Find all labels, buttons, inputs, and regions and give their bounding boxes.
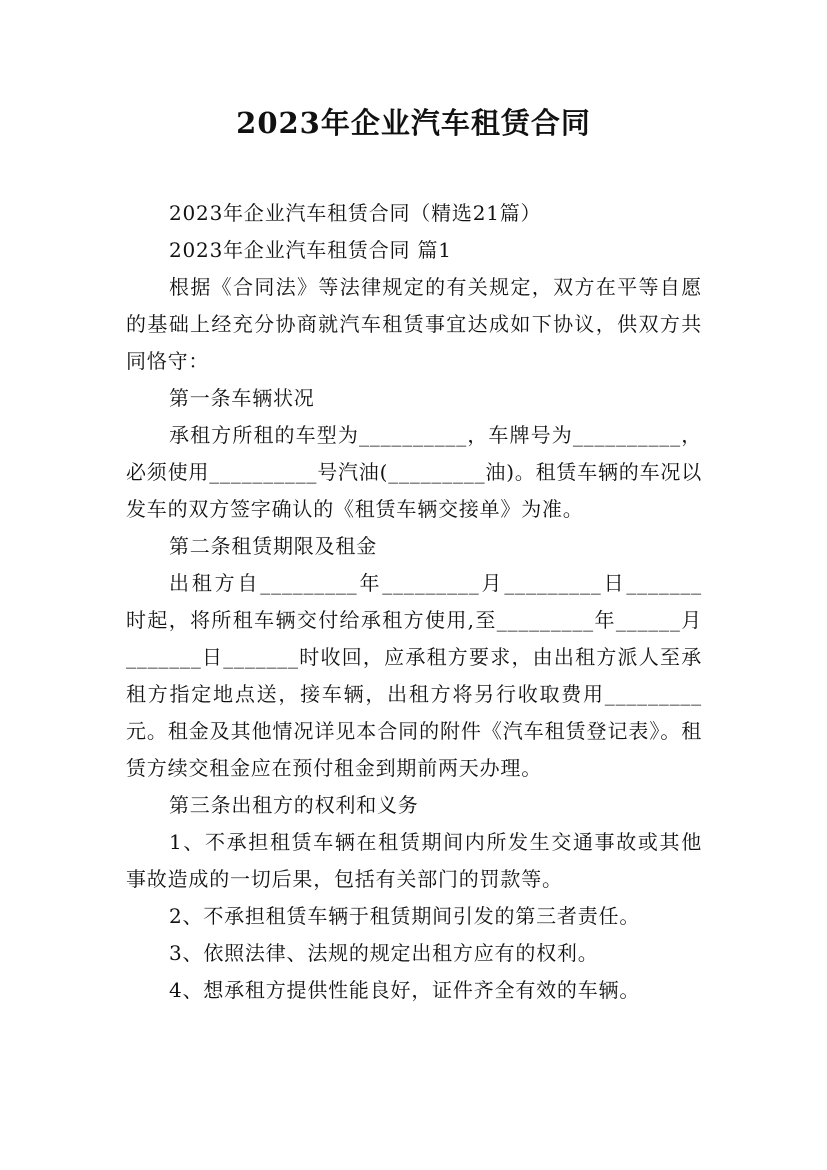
paragraph-article-3-item-4: 4、想承租方提供性能良好，证件齐全有效的车辆。 [169, 978, 641, 1002]
paragraph-subtitle: 2023年企业汽车租赁合同（精选21篇） [169, 201, 542, 225]
document-body [126, 195, 702, 1009]
document-title: 2023年企业汽车租赁合同 [236, 106, 591, 140]
paragraph-article-2-heading: 第二条租赁期限及租金 [169, 534, 377, 558]
paragraph-article-3-item-2: 2、不承担租赁车辆于租赁期间引发的第三者责任。 [169, 904, 641, 928]
paragraph-section-heading: 2023年企业汽车租赁合同 篇1 [169, 238, 452, 262]
paragraph-article-3-item-1: 1、不承担租赁车辆在租赁期间内所发生交通事故或其他事故造成的一切后果，包括有关部门的罚款等。 [126, 830, 702, 891]
paragraph-article-3-item-3: 3、依照法律、法规的规定出租方应有的权利。 [169, 941, 599, 965]
paragraph-article-3-heading: 第三条出租方的权利和义务 [169, 793, 419, 817]
paragraph-article-2-body: 出租方自_________年_________月_________日_______时起，将所租车辆交付给承租方使用,至_________年______月_______日_______时收回，应承租方要求，由出租方派人至承租方指定地点送，接车辆，出租方将另行收取费用_________元。租金及其他情况详见本合同的附件《汽车租赁登记表》。租赁方续交租金应在预付租金到期前两天办理。 [126, 571, 702, 780]
paragraph-article-1-body: 承租方所租的车型为__________，车牌号为__________，必须使用__________号汽油(_________油)。租赁车辆的车况以发车的双方签字确认的《租赁车辆交接单》为准。 [126, 423, 703, 521]
paragraph-intro: 根据《合同法》等法律规定的有关规定，双方在平等自愿的基础上经充分协商就汽车租赁事宜达成如下协议，供双方共同恪守： [126, 275, 702, 373]
paragraph-article-1-heading: 第一条车辆状况 [169, 386, 315, 410]
